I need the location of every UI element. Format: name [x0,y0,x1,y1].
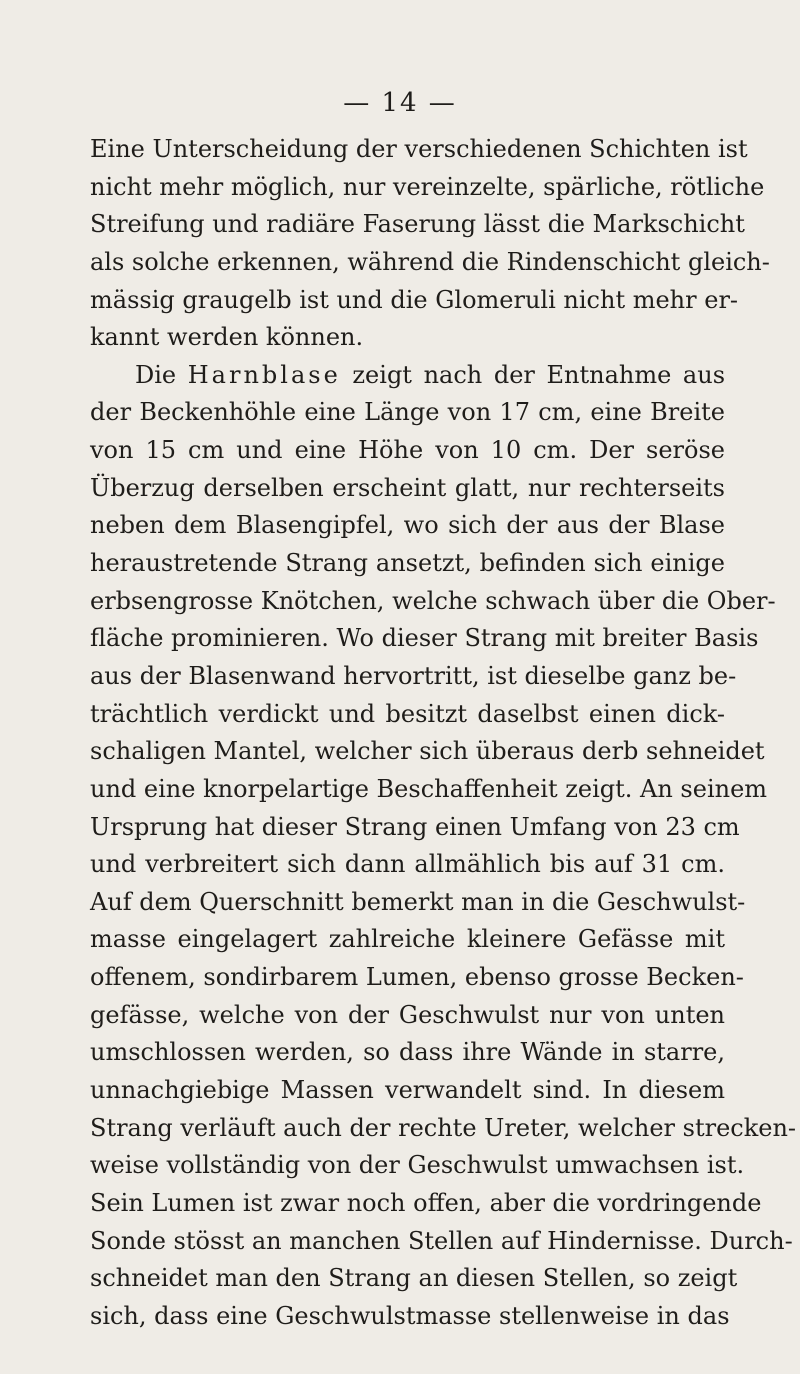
text-line: als solche erkennen, während die Rindenschicht gleich- [90,247,770,276]
text-line: mässig graugelb ist und die Glomeruli nicht mehr er- [90,285,739,314]
text-line: Sein Lumen ist zwar noch offen, aber die vordringende [90,1188,762,1217]
text-line: Überzug derselben erscheint glatt, nur rechterseits [90,473,725,502]
text-line: unnachgiebige Massen verwandelt sind. In diesem [90,1076,725,1105]
text-line: neben dem Blasengipfel, wo sich der aus der Blase [90,511,725,540]
text-line: kannt werden können. [90,323,364,352]
text-line: gefässe, welche von der Geschwulst nur von unten [90,1000,725,1029]
text-line: erbsengrosse Knötchen, welche schwach über die Ober- [90,586,776,615]
text-line: heraustretende Strang ansetzt, befinden sich einige [90,549,725,578]
text-line: offenem, sondirbarem Lumen, ebenso grosse Becken- [90,963,744,992]
text-line: von 15 cm und eine Höhe von 10 cm. Der seröse [90,436,725,465]
text-line: schneidet man den Strang an diesen Stellen, so zeigt [90,1264,738,1293]
text-line: und verbreitert sich dann allmählich bis auf 31 cm. [90,850,725,879]
text-line: umschlossen werden, so dass ihre Wände in starre, [90,1038,725,1067]
text-line: trächtlich verdickt und besitzt daselbst einen dick- [90,699,725,728]
text-line: Strang verläuft auch der rechte Ureter, welcher strecken- [90,1113,797,1142]
paragraph-start-line: Die Harnblase zeigt nach der Entnahme aus [135,360,726,389]
text-line: masse eingelagert zahlreiche kleinere Gefässe mit [90,925,725,954]
text-line: Ursprung hat dieser Strang einen Umfang von 23 cm [90,812,740,841]
text-line: Streifung und radiäre Faserung lässt die Markschicht [90,210,745,239]
text-line: fläche prominieren. Wo dieser Strang mit breiter Basis [90,624,759,653]
page-number: — 14 — [343,88,457,118]
text-line: sich, dass eine Geschwulstmasse stellenweise in das [90,1301,730,1330]
body-text [90,131,797,1336]
text-line: schaligen Mantel, welcher sich überaus derb sehneidet [90,737,765,766]
text-line: Auf dem Querschnitt bemerkt man in die Geschwulst- [90,887,746,916]
text-line: Eine Unterscheidung der verschiedenen Schichten ist [90,135,748,163]
text-line: aus der Blasenwand hervortritt, ist dieselbe ganz be- [90,661,737,690]
text-line: und eine knorpelartige Beschaffenheit zeigt. An seinem [90,774,768,803]
text-line: nicht mehr möglich, nur vereinzelte, spärliche, rötliche [90,172,765,201]
text-line: Sonde stösst an manchen Stellen auf Hindernisse. Durch- [90,1226,793,1255]
spaced-emphasis: Harnblase [187,360,341,389]
text-line: der Beckenhöhle eine Länge von 17 cm, eine Breite [90,398,725,427]
text-line: weise vollständig von der Geschwulst umwachsen ist. [90,1151,745,1180]
